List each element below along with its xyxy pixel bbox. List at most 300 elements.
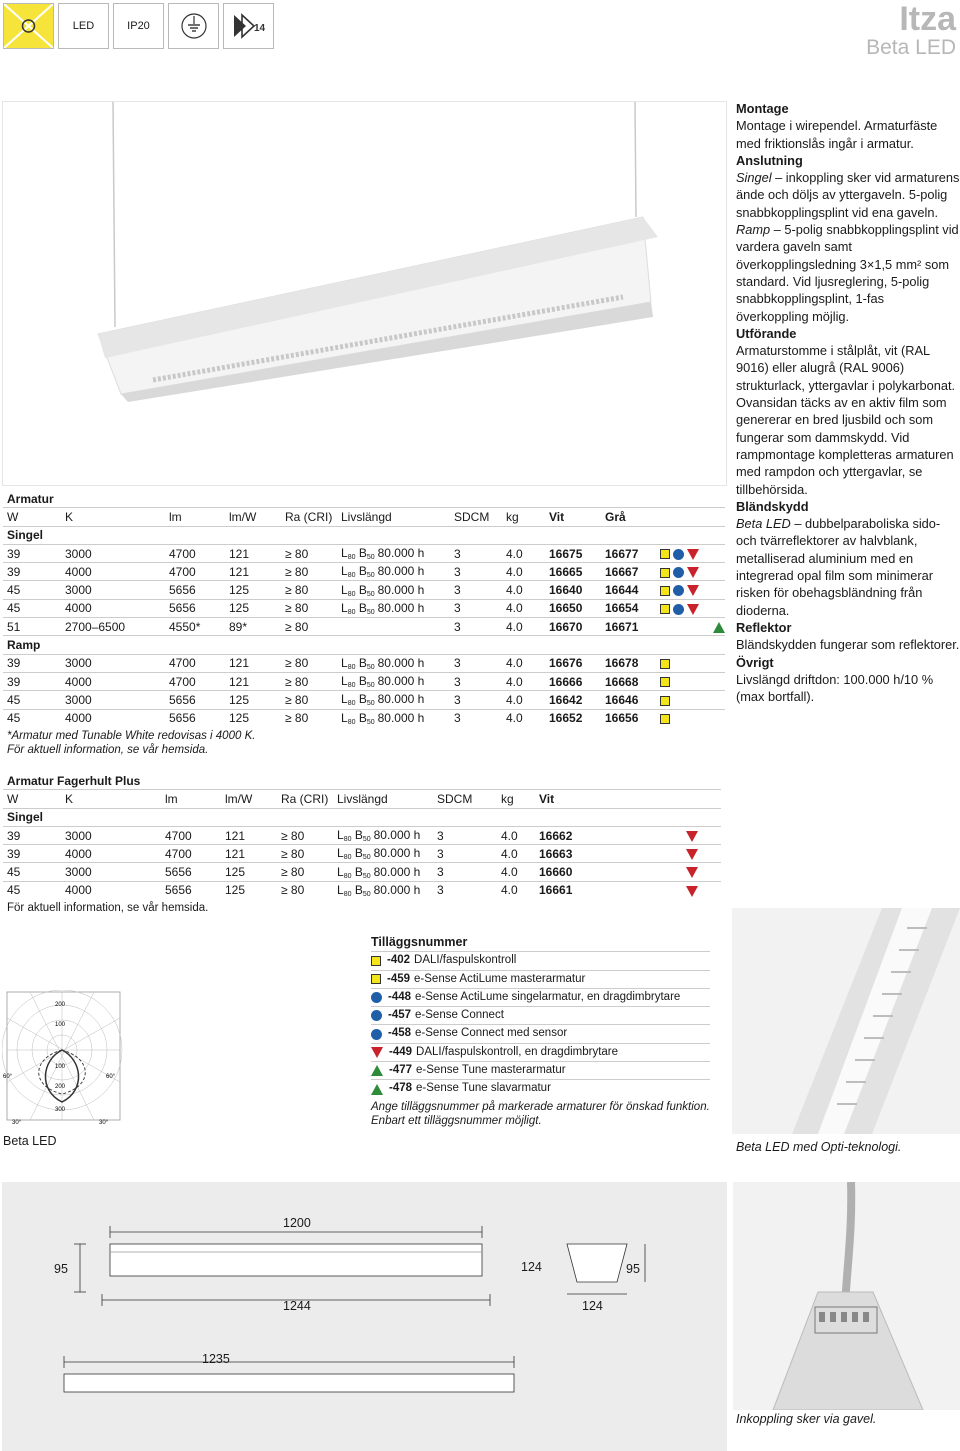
life-value: 80.000 h [377, 655, 425, 670]
legend-item [371, 1043, 710, 1061]
cell-ra: ≥ 80 [281, 654, 337, 672]
dim-label: 1244 [283, 1299, 311, 1313]
cell-lmw: 121 [221, 826, 277, 844]
cell-lmw: 125 [225, 709, 281, 727]
life-rating-part: B [355, 600, 367, 615]
ramp-label: Ramp [736, 222, 771, 238]
legend-text: e-Sense ActiLume masterarmatur [414, 972, 586, 985]
life-rating-part: L [341, 582, 348, 597]
life-value: 80.000 h [373, 846, 421, 861]
cell-vit: 16666 [545, 672, 601, 690]
cell-sdcm: 3 [450, 581, 502, 599]
life-rating-part: 80 [347, 554, 356, 562]
legend-list [371, 951, 710, 1097]
cell-kg: 4.0 [502, 563, 545, 581]
col-life: Livslängd [333, 790, 433, 808]
life-rating-part: 80 [347, 682, 356, 690]
polar-label: 100 [55, 1022, 66, 1028]
cell-w: 39 [3, 672, 61, 690]
cell-vit: 16640 [545, 581, 601, 599]
table-group-row [3, 526, 725, 544]
cell-symbols [657, 691, 725, 709]
polar-label: 100 [55, 1064, 66, 1070]
cell-w: 51 [3, 618, 61, 636]
cell-ra: ≥ 80 [281, 581, 337, 599]
legend-code: -458 [388, 1027, 412, 1040]
reflektor-text: Bländskydden fungerar som reflektorer. [736, 637, 960, 653]
col-kg: kg [502, 508, 545, 526]
cell-k: 3000 [61, 581, 165, 599]
cell-vit: 16642 [545, 691, 601, 709]
life-rating-part: 50 [366, 554, 375, 562]
cell-k: 3000 [61, 654, 165, 672]
blue-circle-icon [673, 567, 684, 578]
life-rating-part: 50 [362, 854, 371, 862]
blue-circle-icon [371, 1010, 382, 1021]
inkoppling-photo [733, 1182, 960, 1410]
table-row [3, 563, 725, 581]
cell-sdcm: 3 [450, 563, 502, 581]
cell-life [337, 672, 450, 690]
cell-lm: 5656 [161, 863, 221, 881]
cell-gra: 16671 [601, 618, 657, 636]
life-rating-part: 80 [343, 854, 352, 862]
blue-circle-icon [673, 585, 684, 596]
cell-kg: 4.0 [502, 544, 545, 562]
cell-vit: 16663 [535, 845, 683, 863]
life-rating-part: B [355, 582, 367, 597]
opti-caption: Beta LED med Opti-teknologi. [736, 1140, 902, 1154]
table-row [3, 881, 721, 899]
legend-text: e-Sense Connect med sensor [415, 1027, 568, 1040]
armatur-table-body [3, 526, 725, 727]
blue-circle-icon [673, 549, 684, 560]
cell-kg: 4.0 [497, 826, 535, 844]
legend-title: Tilläggsnummer [371, 935, 468, 949]
cell-kg: 4.0 [502, 709, 545, 727]
col-sdcm: SDCM [433, 790, 497, 808]
cell-ra: ≥ 80 [281, 672, 337, 690]
cell-vit: 16676 [545, 654, 601, 672]
cell-sdcm: 3 [433, 881, 497, 899]
cell-lm: 4700 [165, 563, 225, 581]
fagerhult-plus-table [3, 772, 721, 915]
yellow-square-icon [660, 604, 670, 614]
earth-icon [168, 3, 219, 49]
life-value: 80.000 h [373, 882, 421, 897]
life-rating-part: 50 [366, 718, 375, 726]
table-note: För aktuell information, se vår hemsida. [7, 902, 209, 915]
col-k: K [61, 508, 165, 526]
cell-lm: 5656 [165, 691, 225, 709]
col-lm: lm [165, 508, 225, 526]
polar-label: 300 [55, 1107, 66, 1113]
group-label: Singel [3, 808, 721, 826]
legend-text: e-Sense Tune masterarmatur [416, 1064, 566, 1077]
cell-w: 39 [3, 826, 61, 844]
cell-gra: 16677 [601, 544, 657, 562]
cell-gra: 16644 [601, 581, 657, 599]
legend-code: -478 [389, 1082, 413, 1095]
life-rating-part: L [341, 564, 348, 579]
legend-text: e-Sense Tune slavarmatur [416, 1082, 551, 1095]
dimension-drawing [2, 1182, 727, 1451]
life-rating-part: 50 [366, 700, 375, 708]
cell-gra: 16667 [601, 563, 657, 581]
life-rating-part: B [351, 846, 363, 861]
cell-ra: ≥ 80 [277, 863, 333, 881]
cell-lmw: 125 [225, 691, 281, 709]
svg-text:14: 14 [253, 23, 265, 34]
life-rating-part: L [341, 710, 348, 725]
product-photo [2, 101, 727, 486]
cell-symbols [683, 881, 721, 899]
cell-kg: 4.0 [502, 599, 545, 617]
ramp-desc: – 5-polig snabbkopplingsplint vid vardera gaveln samt överkopplingsledning 3×1,5 mm² som standard. Vid ljusreglering, 5-polig snabbkopplingsplint, 1-fas överkoppling möjlig. [736, 222, 959, 324]
life-value: 80.000 h [377, 710, 425, 725]
beta-label: Beta LED [736, 516, 791, 532]
yellow-square-icon [660, 714, 670, 724]
col-lmw: lm/W [225, 508, 281, 526]
red-triangle-icon [686, 849, 698, 860]
cell-lmw: 89* [225, 618, 281, 636]
cell-lm: 5656 [165, 709, 225, 727]
life-value: 80.000 h [373, 864, 421, 879]
yellow-square-icon [371, 974, 381, 984]
cell-life [333, 826, 433, 844]
polar-angle: 60° [106, 1074, 116, 1080]
singel-label: Singel [736, 170, 772, 186]
ip-badge: IP20 [113, 3, 164, 49]
cell-sdcm: 3 [450, 599, 502, 617]
cell-sdcm: 3 [450, 672, 502, 690]
cell-kg: 4.0 [502, 672, 545, 690]
yellow-square-icon [660, 659, 670, 669]
life-rating-part: B [355, 546, 367, 561]
life-rating-part: 80 [347, 663, 356, 671]
red-triangle-icon [687, 585, 699, 596]
lamp-class-icon [3, 3, 54, 49]
life-rating-part: L [337, 882, 344, 897]
cell-symbols [683, 826, 721, 844]
life-rating-part: 80 [347, 608, 356, 616]
legend [371, 934, 710, 1128]
life-rating-part: B [355, 674, 367, 689]
cell-symbols [657, 672, 725, 690]
blue-circle-icon [371, 992, 382, 1003]
green-triangle-icon [713, 622, 725, 633]
description-column [736, 100, 960, 705]
life-rating-part: 50 [362, 890, 371, 898]
table-row [3, 863, 721, 881]
cell-lm: 4700 [161, 845, 221, 863]
cell-symbols [657, 654, 725, 672]
cell-k: 4000 [61, 599, 165, 617]
cell-ra: ≥ 80 [281, 599, 337, 617]
opti-photo [732, 908, 960, 1134]
legend-code: -477 [389, 1064, 413, 1077]
life-rating-part: 80 [347, 700, 356, 708]
red-triangle-icon [687, 604, 699, 615]
group-label: Singel [3, 526, 725, 544]
table-title: Armatur [7, 491, 54, 506]
dim-label: 1235 [202, 1352, 230, 1366]
cell-k: 3000 [61, 544, 165, 562]
blue-circle-icon [371, 1029, 382, 1040]
polar-caption: Beta LED [3, 1134, 57, 1148]
table-row [3, 709, 725, 727]
legend-text: e-Sense ActiLume singelarmatur, en dragdimbrytare [415, 990, 681, 1003]
ramp-text [736, 221, 960, 325]
life-rating-part: B [355, 564, 367, 579]
green-triangle-icon [371, 1065, 383, 1076]
cell-w: 45 [3, 691, 61, 709]
cell-k: 3000 [61, 691, 165, 709]
life-rating-part: B [351, 882, 363, 897]
life-rating-part: L [341, 674, 348, 689]
table-group-row [3, 636, 725, 654]
life-value: 80.000 h [377, 564, 425, 579]
fagerhult-table-body [3, 808, 721, 899]
cell-w: 39 [3, 544, 61, 562]
life-rating-part: L [337, 828, 344, 843]
col-vit: Vit [545, 508, 601, 526]
cell-sdcm: 3 [450, 691, 502, 709]
cell-symbols [683, 845, 721, 863]
cell-sdcm: 3 [433, 845, 497, 863]
cell-symbols [657, 544, 725, 562]
cell-kg: 4.0 [502, 691, 545, 709]
life-rating-part: 50 [362, 872, 371, 880]
col-vit: Vit [535, 790, 683, 808]
blue-circle-icon [673, 604, 684, 615]
reflektor-heading: Reflektor [736, 619, 792, 635]
cell-life [337, 544, 450, 562]
cell-lm: 5656 [165, 581, 225, 599]
table-row [3, 826, 721, 844]
montage-text: Montage i wirependel. Armaturfäste med friktionslås ingår i armatur. [736, 118, 938, 151]
beta-desc: – dubbelparaboliska sido- och tvärreflektorer av halvblank, metalliserad aluminium med en integrerad opal film som minimerar risken för obehagsbländning från dioderna. [736, 516, 941, 618]
cell-k: 4000 [61, 845, 161, 863]
cell-w: 39 [3, 563, 61, 581]
legend-item [371, 1061, 710, 1079]
life-rating-part: 80 [347, 590, 356, 598]
col-k: K [61, 790, 161, 808]
table-row [3, 581, 725, 599]
cell-lm: 4700 [165, 654, 225, 672]
cell-sdcm: 3 [450, 618, 502, 636]
cell-sdcm: 3 [450, 654, 502, 672]
legend-code: -402 [387, 954, 411, 967]
cell-w: 45 [3, 581, 61, 599]
cell-kg: 4.0 [502, 581, 545, 599]
life-value: 80.000 h [377, 546, 425, 561]
singel-desc: – inkoppling sker vid armaturens ände och döljs av yttergaveln. 5-polig snabbkopplingsplint vid ena gaveln. [736, 170, 960, 220]
life-value: 80.000 h [377, 692, 425, 707]
life-rating-part: B [355, 692, 367, 707]
utforande-text: Armaturstomme i stålplåt, vit (RAL 9016) eller alugrå (RAL 9006) strukturlack, yttergavlar i polykarbonat. Ovansidan täcks av en aktiv film som genererar en bred ljusbild och som fungerar som dammskydd. Vid rampmontage kompletteras armaturen med rampdon och yttergavlar, se tillbehörsida. [736, 343, 956, 497]
life-rating-part: B [351, 828, 363, 843]
polar-angle: 30° [12, 1120, 22, 1126]
page-subtitle: Beta LED [866, 36, 956, 59]
montage-heading: Montage [736, 101, 789, 116]
cell-k: 4000 [61, 709, 165, 727]
legend-code: -459 [387, 972, 411, 985]
cell-symbols [657, 618, 725, 636]
cell-kg: 4.0 [502, 618, 545, 636]
red-triangle-icon [686, 867, 698, 878]
life-rating-part: 50 [366, 608, 375, 616]
life-rating-part: 80 [343, 836, 352, 844]
cell-ra: ≥ 80 [281, 709, 337, 727]
dim-label: 124 [582, 1299, 603, 1313]
inkoppling-caption: Inkoppling sker via gavel. [736, 1412, 877, 1426]
cell-lmw: 125 [225, 599, 281, 617]
legend-note: Enbart ett tilläggsnummer möjligt. [371, 1114, 542, 1127]
cell-ra: ≥ 80 [281, 691, 337, 709]
led-badge: LED [58, 3, 109, 49]
legend-code: -457 [388, 1009, 412, 1022]
cell-vit: 16652 [545, 709, 601, 727]
table-note: *Armatur med Tunable White redovisas i 4000 K. [7, 729, 256, 742]
col-gra: Grå [601, 508, 657, 526]
cell-life [333, 863, 433, 881]
legend-code: -448 [388, 990, 412, 1003]
legend-item [371, 1079, 710, 1097]
dim-label: 95 [54, 1262, 68, 1276]
cell-kg: 4.0 [502, 654, 545, 672]
col-kg: kg [497, 790, 535, 808]
cell-w: 45 [3, 863, 61, 881]
cell-vit: 16675 [545, 544, 601, 562]
cell-lmw: 125 [221, 881, 277, 899]
table-row [3, 654, 725, 672]
cell-life [333, 845, 433, 863]
cell-lm: 5656 [165, 599, 225, 617]
table-row [3, 544, 725, 562]
polar-angle: 30° [99, 1120, 109, 1126]
life-rating-part: L [341, 546, 348, 561]
yellow-square-icon [660, 549, 670, 559]
cell-life [337, 691, 450, 709]
col-lm: lm [161, 790, 221, 808]
cell-symbols [657, 581, 725, 599]
cell-gra: 16646 [601, 691, 657, 709]
ovrigt-heading: Övrigt [736, 654, 774, 670]
table-row [3, 691, 725, 709]
table-row [3, 618, 725, 636]
group-label: Ramp [3, 636, 725, 654]
col-w: W [3, 508, 61, 526]
polar-angle: 60° [3, 1074, 13, 1080]
cell-w: 39 [3, 845, 61, 863]
cell-symbols [657, 709, 725, 727]
table-row [3, 845, 721, 863]
col-ra: Ra (CRI) [277, 790, 333, 808]
yellow-square-icon [660, 696, 670, 706]
cell-kg: 4.0 [497, 863, 535, 881]
cell-vit: 16660 [535, 863, 683, 881]
cell-kg: 4.0 [497, 845, 535, 863]
legend-text: DALI/faspulskontroll [414, 954, 517, 967]
legend-item [371, 1006, 710, 1024]
beta-text [736, 515, 960, 619]
col-w: W [3, 790, 61, 808]
cell-w: 39 [3, 654, 61, 672]
life-value: 80.000 h [377, 674, 425, 689]
cell-lmw: 125 [221, 863, 277, 881]
col-symbols [683, 790, 721, 808]
cell-gra: 16654 [601, 599, 657, 617]
red-triangle-icon [687, 567, 699, 578]
cell-lmw: 121 [225, 672, 281, 690]
life-value: 80.000 h [377, 600, 425, 615]
cell-k: 4000 [61, 563, 165, 581]
utforande-heading: Utförande [736, 325, 797, 341]
ovrigt-text: Livslängd driftdon: 100.000 h/10 % (max bortfall). [736, 671, 934, 705]
cell-lmw: 125 [225, 581, 281, 599]
cell-k: 3000 [61, 826, 161, 844]
green-triangle-icon [371, 1084, 383, 1095]
legend-item [371, 988, 710, 1006]
cell-symbols [683, 863, 721, 881]
cell-w: 45 [3, 599, 61, 617]
legend-text: e-Sense Connect [415, 1009, 504, 1022]
col-life: Livslängd [337, 508, 450, 526]
cell-lm: 5656 [161, 881, 221, 899]
cell-gra: 16656 [601, 709, 657, 727]
col-symbols [657, 508, 725, 526]
legend-item [371, 951, 710, 969]
life-value: 80.000 h [373, 828, 421, 843]
polar-diagram [2, 990, 127, 1130]
cell-k: 4000 [61, 881, 161, 899]
cell-lmw: 121 [225, 544, 281, 562]
anslutning-heading: Anslutning [736, 152, 803, 168]
cell-sdcm: 3 [433, 826, 497, 844]
polar-label: 200 [55, 1084, 66, 1090]
life-rating-part: L [341, 600, 348, 615]
table-group-row [3, 808, 721, 826]
col-sdcm: SDCM [450, 508, 502, 526]
life-rating-part: L [341, 655, 348, 670]
cell-sdcm: 3 [433, 863, 497, 881]
red-triangle-icon [687, 549, 699, 560]
life-rating-part: L [337, 864, 344, 879]
red-triangle-icon [371, 1047, 383, 1058]
cell-w: 45 [3, 709, 61, 727]
life-value: 80.000 h [377, 582, 425, 597]
cell-vit: 16662 [535, 826, 683, 844]
cell-ra: ≥ 80 [281, 544, 337, 562]
table-row [3, 672, 725, 690]
life-rating-part: 50 [366, 682, 375, 690]
dim-label: 95 [626, 1262, 640, 1276]
page-title: Itza [899, 0, 956, 38]
cell-life [337, 599, 450, 617]
cell-ra: ≥ 80 [277, 826, 333, 844]
cell-life [333, 881, 433, 899]
red-triangle-icon [686, 831, 698, 842]
life-rating-part: 80 [347, 572, 356, 580]
singel-text [736, 169, 960, 221]
yellow-square-icon [660, 677, 670, 687]
cell-ra: ≥ 80 [277, 845, 333, 863]
life-rating-part: 80 [347, 718, 356, 726]
cell-life [337, 654, 450, 672]
red-triangle-icon [686, 886, 698, 897]
cell-symbols [657, 599, 725, 617]
